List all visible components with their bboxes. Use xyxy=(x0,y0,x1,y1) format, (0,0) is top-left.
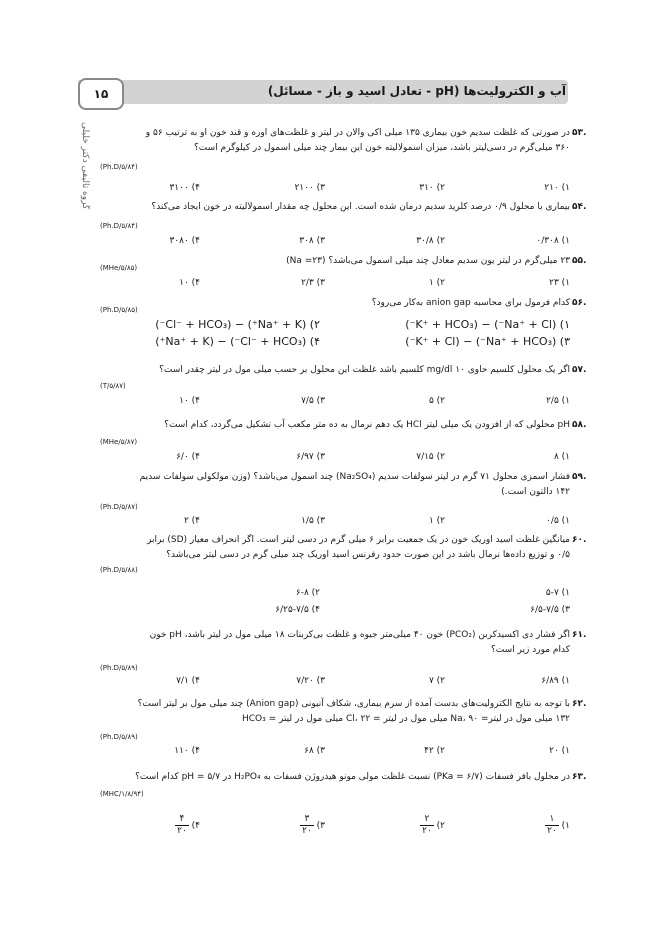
options-row xyxy=(100,278,570,292)
option-4[interactable]: ۴) ۱۰ xyxy=(179,396,200,406)
question-text: pH محلولی که از افزودن یک میلی لیتر HCl یک دهم نرمال به ده متر مکعب آب تشکیل می‌گردد، کدام است؟ xyxy=(164,420,570,430)
option-1[interactable]: ۱) ۲۰ xyxy=(549,746,570,756)
option-1[interactable]: ۱) ۰/۳۰۸ xyxy=(536,236,570,246)
option-2[interactable]: ۲) (Na⁺ + K⁺) − (Cl⁻ + HCO₃⁻) xyxy=(155,318,320,331)
question-source: (Ph.D/۵/۸۹) xyxy=(100,664,138,672)
question-4 xyxy=(100,296,587,311)
question-source: (Ph.D/۵/۸۹) xyxy=(100,733,138,741)
options-row xyxy=(100,335,570,349)
options-row xyxy=(100,183,570,197)
question-text: با توجه به نتایج الکترولیت‌های بدست آمده از سرم بیماری، شکاف آنیونی (Anion gap) چند میلی مول بر لیتر است؟ xyxy=(137,699,570,709)
option-1[interactable]: ۱) (Na⁺ + Cl⁻) − (K⁺ + HCO₃⁻) xyxy=(405,318,570,331)
question-text: اگر یک محلول کلسیم حاوی mg/dl ۱۰ کلسیم باشد غلظت این محلول بر حسب میلی مول در لیتر چقدر است؟ xyxy=(159,365,570,375)
option-1[interactable]: ۱) ۸ xyxy=(553,452,570,462)
options-row xyxy=(100,814,570,836)
question-text: ۰/۵ و توزیع داده‌ها نرمال باشد در این صورت حدود رفرنس اسید اوریک چند میلی گرم در دسی لیتر می‌باشد؟ xyxy=(166,550,570,560)
question-number: ۵۵. xyxy=(572,256,587,266)
question-source: (Ph.D/۵/۸۷) xyxy=(100,503,138,511)
question-text: ۱۳۲ میلی مول در لیتر= Na، ۹۰ میلی مول در لیتر = Cl، ۲۲ میلی مول در لیتر = HCO₃ xyxy=(241,714,570,724)
question-3 xyxy=(100,254,587,269)
question-10 xyxy=(100,697,587,727)
fraction: $\frac{۱}{۲۰}$ xyxy=(547,814,557,836)
option-3[interactable]: ۳) ۷/۵ xyxy=(301,396,325,406)
option-2[interactable]: ۲) $\frac{۲}{۲۰}$ xyxy=(422,814,445,836)
option-1[interactable]: ۱) ۲۱۰ xyxy=(544,183,570,193)
options-row xyxy=(100,588,570,602)
option-3[interactable]: ۳) ۲/۳ xyxy=(301,278,325,288)
option-3[interactable]: ۳) ۷/۲۰ xyxy=(296,676,325,686)
question-2 xyxy=(100,200,587,215)
question-1 xyxy=(100,126,587,156)
question-number: ۵۶. xyxy=(572,298,587,308)
options-row xyxy=(100,396,570,410)
question-number: ۶۰. xyxy=(572,535,587,545)
question-7 xyxy=(100,470,587,500)
option-1[interactable]: ۱) ۲/۵ xyxy=(546,396,570,406)
question-number: ۶۳. xyxy=(572,772,587,782)
option-4[interactable]: ۴) ۶/۲۵-۷/۵ xyxy=(275,605,320,615)
page-title: آب و الکترولیت‌ها (pH - تعادل اسید و باز - مسائل) xyxy=(267,84,566,98)
option-1[interactable]: ۱) ۶/۸۹ xyxy=(541,676,570,686)
option-4[interactable]: ۴) ۶/۰ xyxy=(176,452,200,462)
option-2[interactable]: ۲) ۷/۱۵ xyxy=(416,452,445,462)
question-number: ۶۱. xyxy=(572,630,587,640)
question-11 xyxy=(100,770,587,785)
option-3[interactable]: ۳) $\frac{۳}{۲۰}$ xyxy=(302,814,325,836)
question-9 xyxy=(100,628,587,658)
option-4[interactable]: ۴) (Cl⁻ + HCO₃⁻) − (Na⁺ + K⁺) xyxy=(155,335,320,348)
options-row xyxy=(100,236,570,250)
option-1[interactable]: ۱) $\frac{۱}{۲۰}$ xyxy=(547,814,570,836)
option-2[interactable]: ۲) ۳۰/۸ xyxy=(416,236,445,246)
side-label: گروه تالیفی دکتر خلیلی xyxy=(80,122,90,210)
fraction: $\frac{۴}{۲۰}$ xyxy=(177,814,187,836)
question-8 xyxy=(100,533,587,563)
option-4[interactable]: ۴) $\frac{۴}{۲۰}$ xyxy=(177,814,200,836)
question-number: ۵۳. xyxy=(572,128,587,138)
question-text: ۳۶۰ میلی‌گرم در دسی‌لیتر باشد، میزان اسمولالیته خون این بیمار چند میلی اسمول در کیلوگرم است؟ xyxy=(194,143,570,153)
option-2[interactable]: ۲) ۷ xyxy=(428,676,445,686)
question-number: ۵۸. xyxy=(572,420,587,430)
option-2[interactable]: ۲) ۱ xyxy=(428,278,445,288)
question-text: ۱۴۲ دالتون است.) xyxy=(501,487,570,497)
question-number: ۵۴. xyxy=(572,202,587,212)
options-row xyxy=(100,605,570,619)
options-row xyxy=(100,516,570,530)
question-source: (Ph.D/۵/۸۵) xyxy=(100,306,138,314)
question-number: ۵۷. xyxy=(572,365,587,375)
fraction: $\frac{۲}{۲۰}$ xyxy=(422,814,432,836)
option-1[interactable]: ۱) ۲۳ xyxy=(549,278,570,288)
question-text: در محلول بافر فسفات (PKa = ۶/۷) نسبت غلظت مولی مونو هیدروژن فسفات به H₂PO₄ در pH = ۵/۷ کدام است؟ xyxy=(135,772,570,782)
options-row xyxy=(100,676,570,690)
option-3[interactable]: ۳) ۲۱۰۰ xyxy=(294,183,325,193)
option-3[interactable]: ۳) ۳۰۸ xyxy=(299,236,325,246)
option-2[interactable]: ۲) ۵ xyxy=(428,396,445,406)
option-1[interactable]: ۱) ۵-۷ xyxy=(545,588,570,598)
question-source: (Ph.D/۵/۸۴) xyxy=(100,222,138,230)
question-source: (MHe/۵/۸۵) xyxy=(100,264,138,272)
question-source: (Ph.D/۵/۸۴) xyxy=(100,163,138,171)
question-text: در صورتی که غلظت سدیم خون بیماری ۱۳۵ میلی اکی والان در لیتر و غلظت‌های اوره و قند خون او به ترتیب ۵۶ و xyxy=(145,128,570,138)
question-source: (MHC/۱/۸/۹۴) xyxy=(100,790,144,798)
question-number: ۵۹. xyxy=(572,472,587,482)
option-3[interactable]: ۳) ۶/۵-۷/۵ xyxy=(530,605,570,615)
option-1[interactable]: ۱) ۰/۵ xyxy=(546,516,570,526)
question-5 xyxy=(100,363,587,378)
options-row xyxy=(100,452,570,466)
option-4[interactable]: ۴) ۲ xyxy=(183,516,200,526)
option-3[interactable]: ۳) ۶/۹۷ xyxy=(296,452,325,462)
option-4[interactable]: ۴) ۳۱۰۰ xyxy=(169,183,200,193)
page-number: ۱۵ xyxy=(78,78,124,110)
question-text: کدام فرمول برای محاسبه anion gap به‌کار می‌رود؟ xyxy=(371,298,570,308)
option-2[interactable]: ۲) ۱ xyxy=(428,516,445,526)
question-text: بیماری با محلول ۰/۹ درصد کلرید سدیم درمان شده است. این محلول چه مقدار اسمولالیته در خون ایجاد می‌کند؟ xyxy=(151,202,570,212)
option-3[interactable]: ۳) ۱/۵ xyxy=(301,516,325,526)
fraction: $\frac{۳}{۲۰}$ xyxy=(302,814,312,836)
option-4[interactable]: ۴) ۳۰۸۰ xyxy=(169,236,200,246)
question-source: (Ph.D/۵/۸۸) xyxy=(100,566,138,574)
option-3[interactable]: ۳) (Na⁺ + HCO₃⁻) − (K⁺ + Cl⁻) xyxy=(405,335,570,348)
question-source: (T/۵/۸۷) xyxy=(100,382,126,390)
option-4[interactable]: ۴) ۱۱۰ xyxy=(174,746,200,756)
options-row xyxy=(100,318,570,332)
option-3[interactable]: ۳) ۶۸ xyxy=(304,746,325,756)
option-2[interactable]: ۲) ۴۲ xyxy=(424,746,445,756)
question-text: ۲۳ میلی‌گرم در لیتر یون سدیم معادل چند میلی اسمول می‌باشد؟ (Na =۲۳) xyxy=(286,256,570,266)
option-2[interactable]: ۲) ۶-۸ xyxy=(295,588,320,598)
question-6 xyxy=(100,418,587,433)
option-4[interactable]: ۴) ۷/۱ xyxy=(176,676,200,686)
option-4[interactable]: ۴) ۱۰ xyxy=(179,278,200,288)
question-number: ۶۲. xyxy=(572,699,587,709)
options-row xyxy=(100,746,570,760)
option-2[interactable]: ۲) ۳۱۰ xyxy=(419,183,445,193)
question-text: کدام مورد زیر است؟ xyxy=(491,645,570,655)
question-text: فشار اسمزی محلول ۷۱ گرم در لیتر سولفات سدیم (Na₂SO₄) چند اسمول می‌باشد؟ (وزن مولکولی سولفات سدیم xyxy=(139,472,570,482)
question-source: (MHe/۵/۸۷) xyxy=(100,438,138,446)
question-text: اگر فشار دی اکسیدکربن (PCO₂) خون ۴۰ میلی‌متر جیوه و غلظت بی‌کربنات ۱۸ میلی مول در لیتر باشد، pH خون xyxy=(149,630,570,640)
question-text: میانگین غلظت اسید اوریک خون در یک جمعیت برابر ۶ میلی گرم در دسی لیتر است. اگر انحراف معیار (SD) برابر xyxy=(147,535,570,545)
